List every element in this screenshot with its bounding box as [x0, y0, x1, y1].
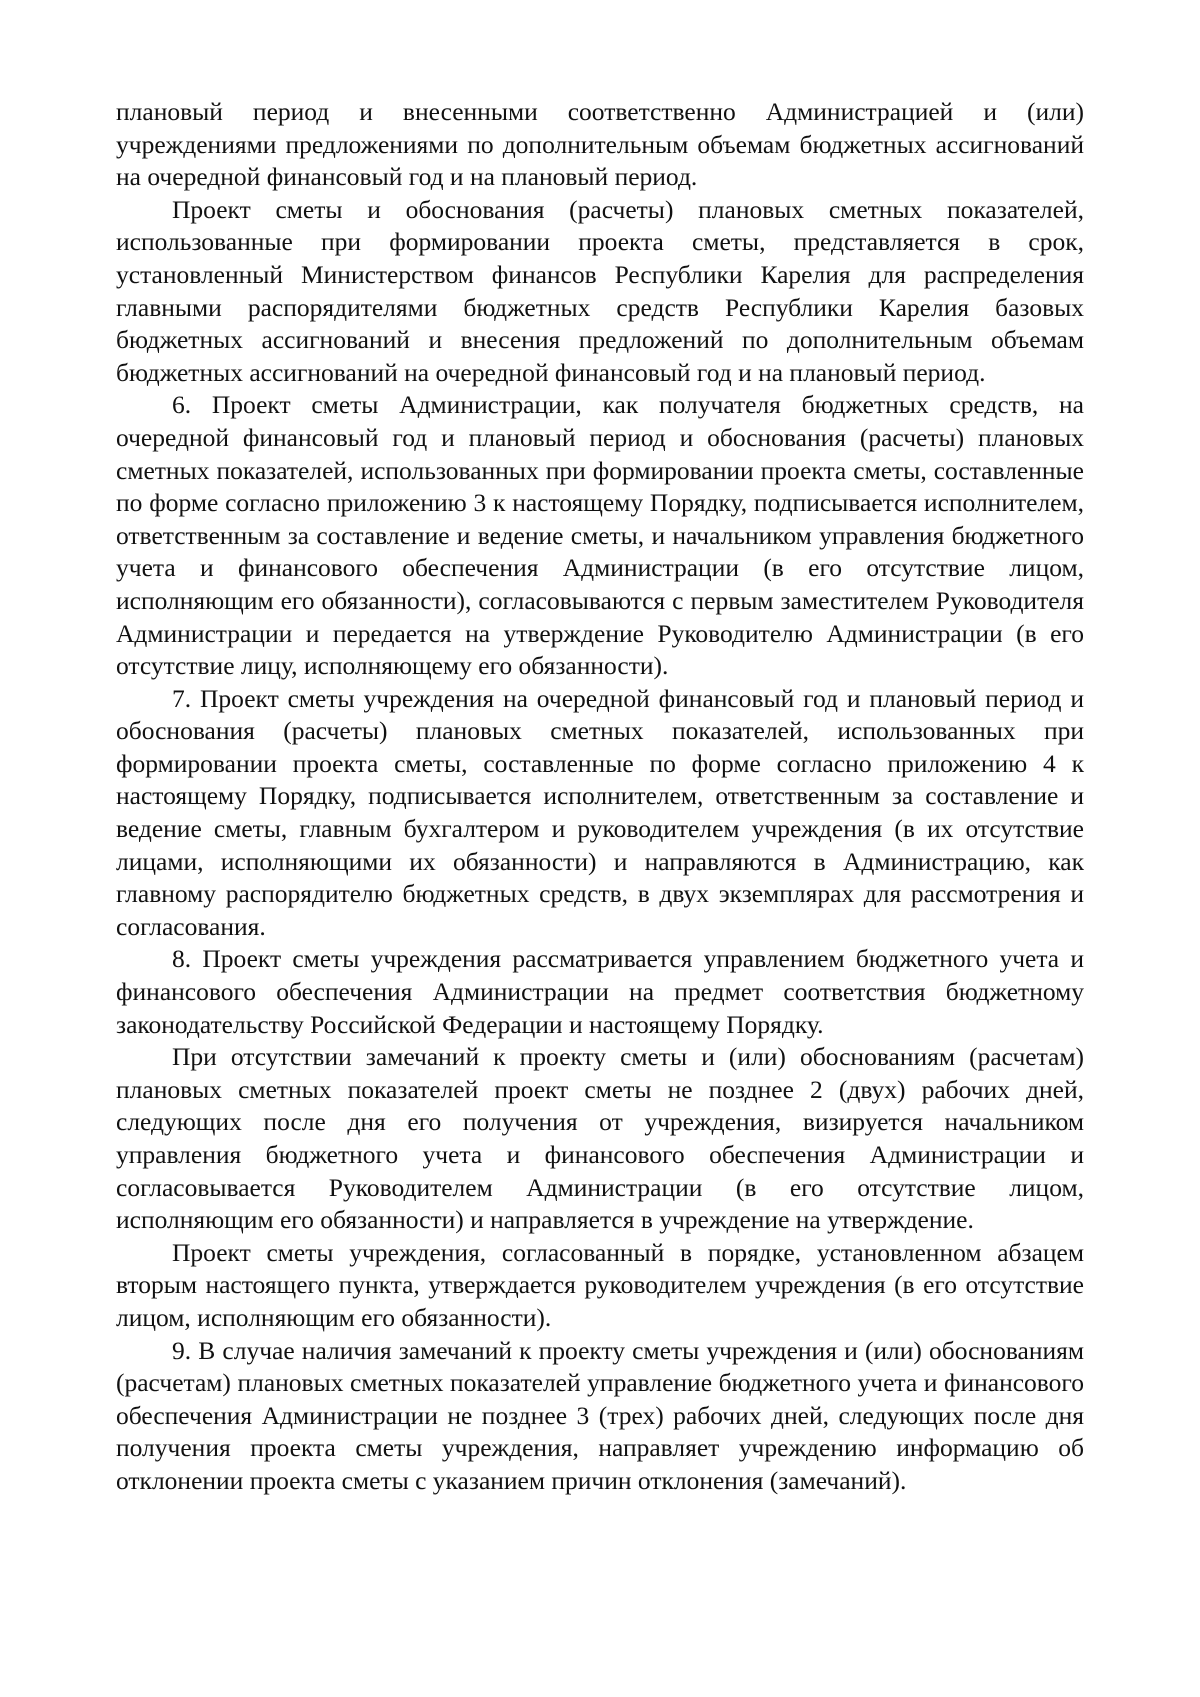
paragraph-continuation: плановый период и внесенными соответственно Администрацией и (или) учреждениями предложениями по дополнительным объемам бюджетных ассигнований на очередной финансовый год и на плановый период.: [116, 97, 1084, 192]
paragraph-no-remarks: При отсутствии замечаний к проекту сметы и (или) обоснованиям (расчетам) плановых сметных показателей проект сметы не позднее 2 (двух) рабочих дней, следующих после дня его получения от учреждения, визируется начальником управления бюджетного учета и финансового обеспечения Администрации и согласовывается Руководителем Администрации (в его отсутствие лицом, исполняющим его обязанности) и направляется в учреждение на утверждение.: [116, 1042, 1084, 1235]
paragraph-item-7: 7. Проект сметы учреждения на очередной финансовый год и плановый период и обоснования (расчеты) плановых сметных показателей, использованных при формировании проекта сметы, составленные по форме согласно приложению 4 к настоящему Порядку, подписывается исполнителем, ответственным за составление и ведение сметы, главным бухгалтером и руководителем учреждения (в их отсутствие лицами, исполняющими их обязанности) и направляются в Администрацию, как главному распорядителю бюджетных средств, в двух экземплярах для рассмотрения и согласования.: [116, 683, 1084, 941]
paragraph-item-6: 6. Проект сметы Администрации, как получателя бюджетных средств, на очередной финансовый год и плановый период и обоснования (расчеты) плановых сметных показателей, использованных при формировании проекта сметы, составленные по форме согласно приложению 3 к настоящему Порядку, подписывается исполнителем, ответственным за составление и ведение сметы, и начальником управления бюджетного учета и финансового обеспечения Администрации (в его отсутствие лицом, исполняющим его обязанности), согласовываются с первым заместителем Руководителя Администрации и передается на утверждение Руководителю Администрации (в его отсутствие лицу, исполняющему его обязанности).: [116, 390, 1084, 681]
paragraph-approval: Проект сметы учреждения, согласованный в порядке, установленном абзацем вторым настоящего пункта, утверждается руководителем учреждения (в его отсутствие лицом, исполняющим его обязанности).: [116, 1237, 1084, 1332]
paragraph-draft-estimate-deadline: Проект сметы и обоснования (расчеты) плановых сметных показателей, использованные при формировании проекта сметы, представляется в срок, установленный Министерством финансов Республики Карелия для распределения главными распорядителями бюджетных средств Республики Карелия базовых бюджетных ассигнований и внесения предложений по дополнительным объемам бюджетных ассигнований на очередной финансовый год и на плановый период.: [116, 194, 1084, 387]
document-page: [116, 96, 1084, 1498]
paragraph-item-9: 9. В случае наличия замечаний к проекту сметы учреждения и (или) обоснованиям (расчетам) плановых сметных показателей управление бюджетного учета и финансового обеспечения Администрации не позднее 3 (трех) рабочих дней, следующих после дня получения проекта сметы учреждения, направляет учреждению информацию об отклонении проекта сметы с указанием причин отклонения (замечаний).: [116, 1335, 1084, 1495]
paragraph-item-8: 8. Проект сметы учреждения рассматривается управлением бюджетного учета и финансового обеспечения Администрации на предмет соответствия бюджетному законодательству Российской Федерации и настоящему Порядку.: [116, 944, 1084, 1039]
